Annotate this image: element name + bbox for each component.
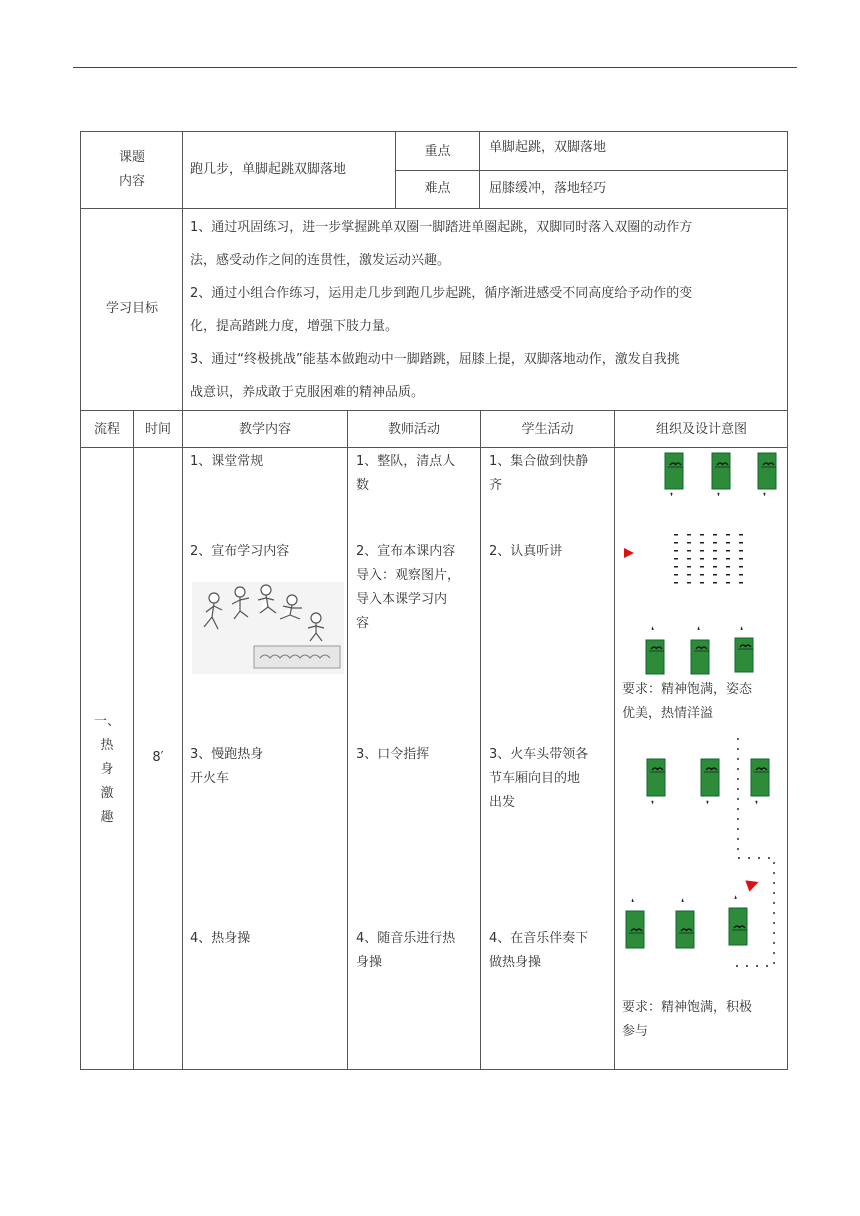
svg-text:❛: ❛ [631,898,635,909]
organization-diagram [614,448,788,1068]
process-cell: 一、 热 身 激 趣 [93,714,120,825]
student-item: 2、认真听讲 [489,544,563,559]
col-time: 时间 [144,422,171,437]
group-formation-top [665,453,776,503]
teacher-item: 4、随音乐进行热 身操 [356,931,456,970]
topic-label: 课题 内容 [118,150,145,189]
col-teacher: 教师活动 [387,422,440,437]
jumping-children-illustration [192,582,344,674]
col-process: 流程 [93,422,120,437]
goal-line: 化，提高踏跳力度，增强下肢力量。 [190,319,399,334]
group-formation-middle [646,626,753,674]
topic-value: 跑几步，单脚起跳双脚落地 [190,162,347,177]
svg-text:❛: ❛ [651,626,655,637]
page-top-rule [73,67,797,68]
difficulty-value: 屈膝缓冲，落地轻巧 [489,181,607,196]
svg-text:❜: ❜ [717,492,721,503]
requirement-text: 要求：精神饱满，积极 参与 [622,1000,753,1039]
svg-text:❜: ❜ [670,492,674,503]
content-item: 1、课堂常规 [190,454,264,469]
content-item: 2、宣布学习内容 [190,544,290,559]
teacher-item: 3、口令指挥 [356,747,430,762]
train-formation [647,738,774,966]
col-student: 学生活动 [521,422,574,437]
svg-text:❛: ❛ [697,626,701,637]
svg-text:❛: ❛ [740,626,744,637]
time-cell: 8′ [152,750,164,765]
difficulty-label: 难点 [424,181,451,196]
goal-line: 法，感受动作之间的连贯性，激发运动兴趣。 [190,253,451,268]
exercise-formation [626,895,747,948]
content-item: 4、热身操 [190,931,251,946]
goal-line: 2、通过小组合作练习，运用走几步到跑几步起跳，循序渐进感受不同高度给予动作的变 [190,286,693,301]
student-item: 3、火车头带领各 节车厢向目的地 出发 [489,747,589,810]
col-design: 组织及设计意图 [655,422,747,437]
requirement-text: 要求：精神饱满，姿态 优美，热情洋溢 [622,682,753,721]
svg-text:❜: ❜ [755,800,759,811]
col-content: 教学内容 [238,422,291,437]
goals-text [190,211,790,409]
key-point-value: 单脚起跳，双脚落地 [489,140,607,155]
goal-line: 1、通过巩固练习，进一步掌握跳单双圈一脚踏进单圈起跳，双脚同时落入双圈的动作方 [190,220,693,235]
goal-line: 战意识，养成敢于克服困难的精神品质。 [190,385,425,400]
svg-text:❜: ❜ [706,800,710,811]
key-point-label: 重点 [424,144,451,159]
svg-text:❜: ❜ [763,492,767,503]
teacher-flag-icon [745,876,760,891]
svg-text:❛: ❛ [734,895,738,906]
svg-text:❜: ❜ [651,800,655,811]
goals-label: 学习目标 [105,301,158,316]
teacher-item: 1、整队，清点人 数 [356,454,456,493]
teacher-item: 2、宣布本课内容 导入：观察图片， 导入本课学习内 容 [356,544,461,631]
goal-line: 3、通过“终极挑战”能基本做跑动中一脚踏跳，屈膝上提，双脚落地动作，激发自我挑 [190,352,680,367]
svg-text:❛: ❛ [681,898,685,909]
student-item: 1、集合做到快静 齐 [489,454,589,493]
content-item: 3、慢跑热身 开火车 [190,747,264,786]
student-item: 4、在音乐伴奏下 做热身操 [489,931,589,970]
student-grid [674,534,743,584]
teacher-flag-icon [624,548,634,558]
